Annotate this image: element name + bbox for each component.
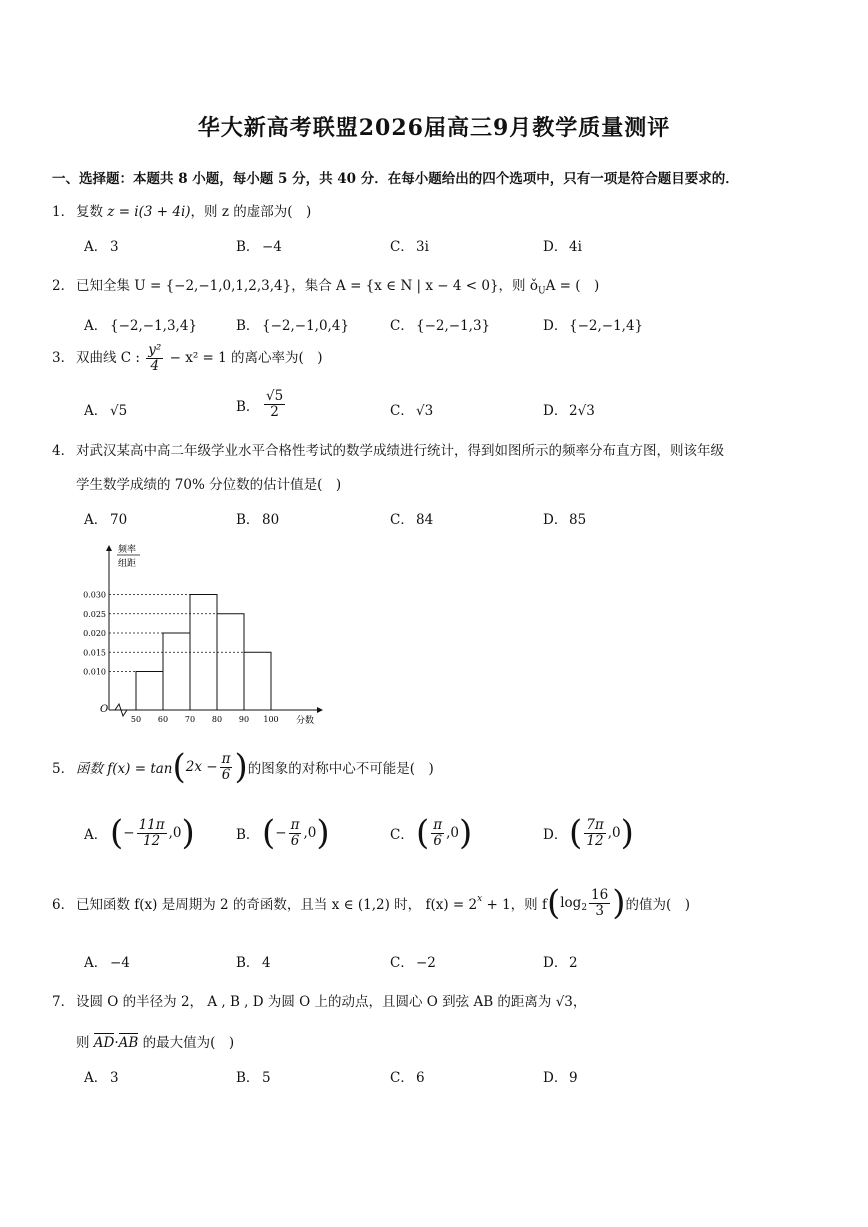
option-label: A． <box>84 403 108 419</box>
option-c <box>390 1066 425 1086</box>
fraction <box>589 888 610 919</box>
option-value: 80 <box>262 512 280 528</box>
option-value: {−2,−1,0,4} <box>262 318 350 334</box>
question-text: 的图象的对称中心不可能是( ) <box>247 761 434 777</box>
x-tick-label: 90 <box>238 715 250 724</box>
option-value: 9 <box>569 1070 578 1086</box>
option-a <box>84 235 119 255</box>
question-6 <box>52 883 691 923</box>
question-text: 设圆 O 的半径为 2， A , B , D 为圆 O 上的动点，且圆心 O 到弦 AB 的距离为 √3， <box>76 994 587 1010</box>
sign: − <box>123 825 135 841</box>
option-label: B． <box>236 318 260 334</box>
option-value: ,0 <box>303 825 317 841</box>
option-label: C． <box>390 1070 414 1086</box>
question-1 <box>52 200 311 220</box>
question-number: 4． <box>52 443 75 459</box>
left-paren: ( <box>262 813 276 853</box>
option-b <box>236 508 279 528</box>
sign: − <box>275 825 287 841</box>
option-label: C． <box>390 955 414 971</box>
histogram-bar-50-60 <box>136 672 163 711</box>
option-a <box>84 951 130 971</box>
numerator: π <box>221 750 231 767</box>
option-label: A． <box>84 512 108 528</box>
y-tick-label: 0.010 <box>83 667 106 677</box>
x-tick-label: 60 <box>157 715 169 724</box>
histogram-bar-90-100 <box>244 652 271 710</box>
y-axis-label-numerator: 频率 <box>118 545 137 555</box>
right-paren: ) <box>459 813 473 853</box>
y-tick-label: 0.020 <box>83 629 106 638</box>
right-paren: ) <box>612 883 626 923</box>
page-title: 华大新高考联盟2026届高三9月教学质量测评 <box>197 115 671 141</box>
option-label: D． <box>543 1070 568 1086</box>
option-b <box>236 314 349 334</box>
question-text: + 1，则 f <box>482 897 547 913</box>
option-value: 70 <box>110 512 128 528</box>
option-d <box>543 813 634 853</box>
option-label: B． <box>236 239 260 255</box>
option-d <box>543 1066 578 1086</box>
numerator: √5 <box>266 388 284 404</box>
dot-operator: · <box>114 1035 119 1051</box>
option-label: D． <box>543 955 568 971</box>
left-paren: ( <box>546 883 561 923</box>
option-label: B． <box>236 827 260 843</box>
option-label: C． <box>390 512 414 528</box>
option-b <box>236 813 330 853</box>
question-text: ，则 z 的虚部为( ) <box>190 204 312 220</box>
numerator: 11π <box>138 816 165 833</box>
option-c <box>390 813 473 853</box>
denominator: 4 <box>150 358 160 374</box>
question-number: 2． <box>52 278 75 294</box>
math-expression: 2x − <box>185 759 218 775</box>
option-label: A． <box>84 318 108 334</box>
option-value: {−2,−1,3} <box>416 318 491 334</box>
fraction <box>289 818 302 849</box>
option-label: A． <box>84 955 108 971</box>
x-tick-label: 50 <box>130 715 142 724</box>
option-label: D． <box>543 239 568 255</box>
histogram-bar-80-90 <box>217 614 244 710</box>
option-value: 85 <box>569 512 587 528</box>
question-text: 双曲线 C : <box>76 350 145 366</box>
x-axis-label: 分数 <box>296 716 315 726</box>
fraction <box>137 818 167 849</box>
option-value: 3 <box>110 1070 119 1086</box>
denominator: 12 <box>143 832 161 849</box>
x-tick-label: 70 <box>184 715 196 724</box>
question-number: 7． <box>52 994 75 1010</box>
option-value: 4 <box>262 955 271 971</box>
option-d <box>543 235 582 255</box>
option-label: A． <box>84 239 108 255</box>
y-axis-label-denominator: 组距 <box>118 559 137 569</box>
option-label: C． <box>390 403 414 419</box>
option-label: A． <box>84 827 108 843</box>
option-value: √5 <box>110 403 128 419</box>
question-text: 函数 f(x) = tan <box>76 761 173 777</box>
question-text: 的值为( ) <box>625 897 691 913</box>
option-value: ,0 <box>607 825 621 841</box>
vector-ad: AD <box>93 1035 115 1051</box>
numerator: y² <box>148 342 162 358</box>
question-7-line-2 <box>76 1031 234 1051</box>
option-value: 2 <box>569 955 578 971</box>
option-value: 84 <box>416 512 434 528</box>
left-paren: ( <box>110 813 124 853</box>
option-label: C． <box>390 827 414 843</box>
numerator: π <box>290 816 300 833</box>
numerator: 7π <box>586 816 604 833</box>
denominator: 2 <box>270 404 279 420</box>
fraction <box>220 752 233 783</box>
section-heading: 一、选择题：本题共 8 小题，每小题 5 分，共 40 分．在每小题给出的四个选项中，只有一项是符合题目要求的． <box>52 171 739 187</box>
option-value: {−2,−1,3,4} <box>110 318 198 334</box>
fraction <box>431 818 444 849</box>
option-value: 5 <box>262 1070 271 1086</box>
denominator: 6 <box>221 766 231 783</box>
option-value: −2 <box>416 955 436 971</box>
question-5 <box>52 747 434 787</box>
option-label: D． <box>543 512 568 528</box>
question-number: 6． <box>52 897 75 913</box>
option-a <box>84 399 127 419</box>
question-number: 3． <box>52 350 75 366</box>
right-paren: ) <box>316 813 330 853</box>
log-label: log <box>560 895 582 911</box>
denominator: 6 <box>290 832 300 849</box>
option-value: −4 <box>110 955 130 971</box>
option-label: B． <box>236 512 260 528</box>
option-d <box>543 951 578 971</box>
question-4-line-2: 学生数学成绩的 70% 分位数的估计值是( ) <box>76 477 342 493</box>
origin-label: O <box>100 704 109 715</box>
left-paren: ( <box>416 813 430 853</box>
option-label: B． <box>236 955 260 971</box>
option-c <box>390 399 433 419</box>
y-tick-label: 0.030 <box>83 590 106 600</box>
exponent: x <box>477 894 483 904</box>
option-a <box>84 314 197 334</box>
option-label: D． <box>543 827 568 843</box>
left-paren: ( <box>569 813 583 853</box>
question-2: 2． 已知全集 U = {−2,−1,0,1,2,3,4}，集合 A = {x ∈ N | x − 4 < 0}，则 $ǒ_UA$ = ( ) <box>52 274 599 297</box>
option-b <box>236 1066 271 1086</box>
frequency-histogram <box>83 540 330 730</box>
option-d <box>543 399 595 419</box>
question-text: 则 <box>76 1035 94 1051</box>
question-text: 复数 <box>76 204 108 220</box>
right-paren: ) <box>234 747 248 787</box>
option-b <box>236 389 287 420</box>
right-paren: ) <box>181 813 195 853</box>
option-value: −4 <box>262 239 282 255</box>
math-expression: z = i(3 + 4i) <box>107 204 191 220</box>
option-label: C． <box>390 318 414 334</box>
option-a <box>84 508 127 528</box>
option-value: 4i <box>569 239 582 255</box>
option-label: B． <box>236 398 260 415</box>
log-base: 2 <box>581 903 588 914</box>
option-d <box>543 314 643 334</box>
option-c <box>390 508 433 528</box>
left-paren: ( <box>172 747 186 787</box>
option-value: ,0 <box>168 825 182 841</box>
numerator: π <box>433 816 443 833</box>
y-tick-label: 0.015 <box>83 648 106 658</box>
option-value: √3 <box>416 403 434 419</box>
question-text: − x² = 1 的离心率为( ) <box>165 350 323 366</box>
option-label: D． <box>543 403 568 419</box>
fraction <box>584 818 605 849</box>
question-number: 5． <box>52 761 75 777</box>
question-text: 的最大值为( ) <box>138 1035 235 1051</box>
option-value: 3i <box>416 239 429 255</box>
x-tick-label: 80 <box>211 715 223 724</box>
y-tick-label: 0.025 <box>83 609 106 619</box>
fraction <box>146 343 163 374</box>
denominator: 3 <box>595 902 604 919</box>
question-text: 对武汉某高中高二年级学业水平合格性考试的数学成绩进行统计，得到如图所示的频率分布直方图，则该年级 <box>76 443 724 459</box>
option-label: C． <box>390 239 414 255</box>
option-value: 6 <box>416 1070 425 1086</box>
denominator: 6 <box>433 832 442 849</box>
option-label: B． <box>236 1070 260 1086</box>
vector-ab: AB <box>118 1035 139 1051</box>
option-c <box>390 314 490 334</box>
option-a <box>84 813 195 853</box>
numerator: 16 <box>591 886 609 903</box>
option-c <box>390 951 436 971</box>
option-label: D． <box>543 318 568 334</box>
question-text: 已知函数 f(x) 是周期为 2 的奇函数，且当 x ∈ (1,2) 时， f(x) = 2 <box>76 897 478 913</box>
x-tick-label: 100 <box>263 715 279 724</box>
question-7 <box>52 990 586 1010</box>
question-4 <box>52 439 724 459</box>
fraction <box>264 389 285 420</box>
histogram-bar-60-70 <box>163 633 190 710</box>
option-c <box>390 235 429 255</box>
option-label: A． <box>84 1070 108 1086</box>
question-3 <box>52 343 323 374</box>
option-b <box>236 951 271 971</box>
option-value: 3 <box>110 239 119 255</box>
option-d <box>543 508 586 528</box>
denominator: 12 <box>586 832 604 849</box>
question-text: 已知全集 U = {−2,−1,0,1,2,3,4}，集合 A = {x ∈ N | x − 4 < 0}，则 ǒ <box>76 278 538 294</box>
option-value: 2√3 <box>569 403 595 419</box>
option-value: ,0 <box>446 825 460 841</box>
question-number: 1． <box>52 204 75 220</box>
option-a <box>84 1066 119 1086</box>
option-b <box>236 235 282 255</box>
option-value: {−2,−1,4} <box>569 318 644 334</box>
right-paren: ) <box>620 813 634 853</box>
question-text: A = ( ) <box>545 278 600 294</box>
